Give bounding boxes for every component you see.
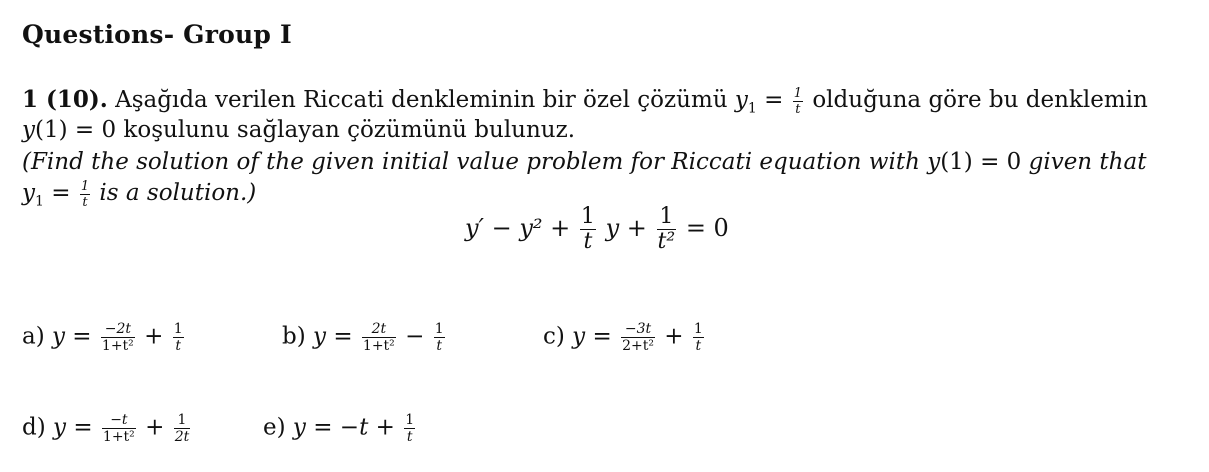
question-tr-text-2: koşulunu sağlayan çözümünü bulunuz. xyxy=(123,117,576,143)
option-label: c) xyxy=(543,323,565,350)
option-fraction-2: $\frac{1}{t}$ xyxy=(173,321,183,354)
option-fraction-2: $\frac{1}{t}$ xyxy=(693,321,703,354)
equation-fraction-1: $\frac{1}{t}$ xyxy=(580,204,595,254)
option-a[interactable]: a) y = $\frac{-2t}{\text{1+t²}}$ + $\frac{1}{t}$ xyxy=(22,321,183,354)
option-c[interactable]: c) y = $\frac{-3t}{\text{2+t²}}$ + $\frac{1}{t}$ xyxy=(543,321,703,354)
question-en-text-1-tail: given that xyxy=(1028,149,1147,175)
option-fraction: $\frac{2t}{\text{1+t²}}$ xyxy=(362,321,395,354)
equals-sign: = xyxy=(764,87,784,113)
equation-mid: y + xyxy=(605,214,655,242)
option-label: a) xyxy=(22,323,45,350)
option-e[interactable]: e) y = −t + $\frac{1}{t}$ xyxy=(263,412,415,445)
option-fraction: $\frac{-3t}{\text{2+t²}}$ xyxy=(622,321,654,354)
page-title: Questions- Group I xyxy=(22,20,292,49)
inline-fraction-1-over-t-en: $\frac{1}{t}$ xyxy=(80,178,90,210)
option-b[interactable]: b) y = $\frac{2t}{\text{1+t²}}$ − $\frac{1}{t}$ xyxy=(282,321,444,354)
equation-fraction-2: $\frac{1}{\text{t²}}$ xyxy=(657,204,676,254)
option-fraction-2: $\frac{1}{t}$ xyxy=(434,321,444,354)
inline-fraction-1-over-t: $\frac{1}{t}$ xyxy=(793,85,803,117)
initial-condition-en: y(1) = 0 xyxy=(927,149,1022,175)
option-fraction-2: $\frac{1}{t}$ xyxy=(405,412,415,445)
question-en-text-2: is a solution.) xyxy=(99,180,257,206)
question-tr-text-1: Aşağıda verilen Riccati denkleminin bir özel çözümü xyxy=(115,87,728,113)
particular-solution-en: $y_1$ xyxy=(22,180,44,210)
question-number: 1 (10). xyxy=(22,86,108,113)
option-fraction: $\frac{-2t}{\text{1+t²}}$ xyxy=(101,321,134,354)
option-fraction-2: $\frac{1}{2t}$ xyxy=(174,412,190,445)
equation-lhs: y′ − y² + xyxy=(465,214,578,242)
option-fraction: $\frac{-t}{\text{1+t²}}$ xyxy=(102,412,135,445)
option-label: e) xyxy=(263,414,286,441)
initial-condition: y(1) = 0 xyxy=(22,117,117,143)
riccati-equation xyxy=(465,206,729,253)
question-line-2 xyxy=(22,115,575,145)
option-d[interactable]: d) y = $\frac{-t}{\text{1+t²}}$ + $\frac{1}{2t}$ xyxy=(22,412,190,445)
particular-solution-inline: $y_1$ xyxy=(734,87,757,117)
question-tr-text-1-tail: olduğuna göre bu denklemin xyxy=(812,87,1148,113)
question-en-text-1: (Find the solution of the given initial value problem for Riccati equation with xyxy=(22,149,920,175)
option-label: d) xyxy=(22,414,46,441)
question-line-3 xyxy=(22,147,1146,177)
question-line-4: $y_1$ = $\frac{1}{t}$ is a solution.) xyxy=(22,178,257,210)
equation-rhs: = 0 xyxy=(685,214,729,242)
option-label: b) xyxy=(282,323,306,350)
